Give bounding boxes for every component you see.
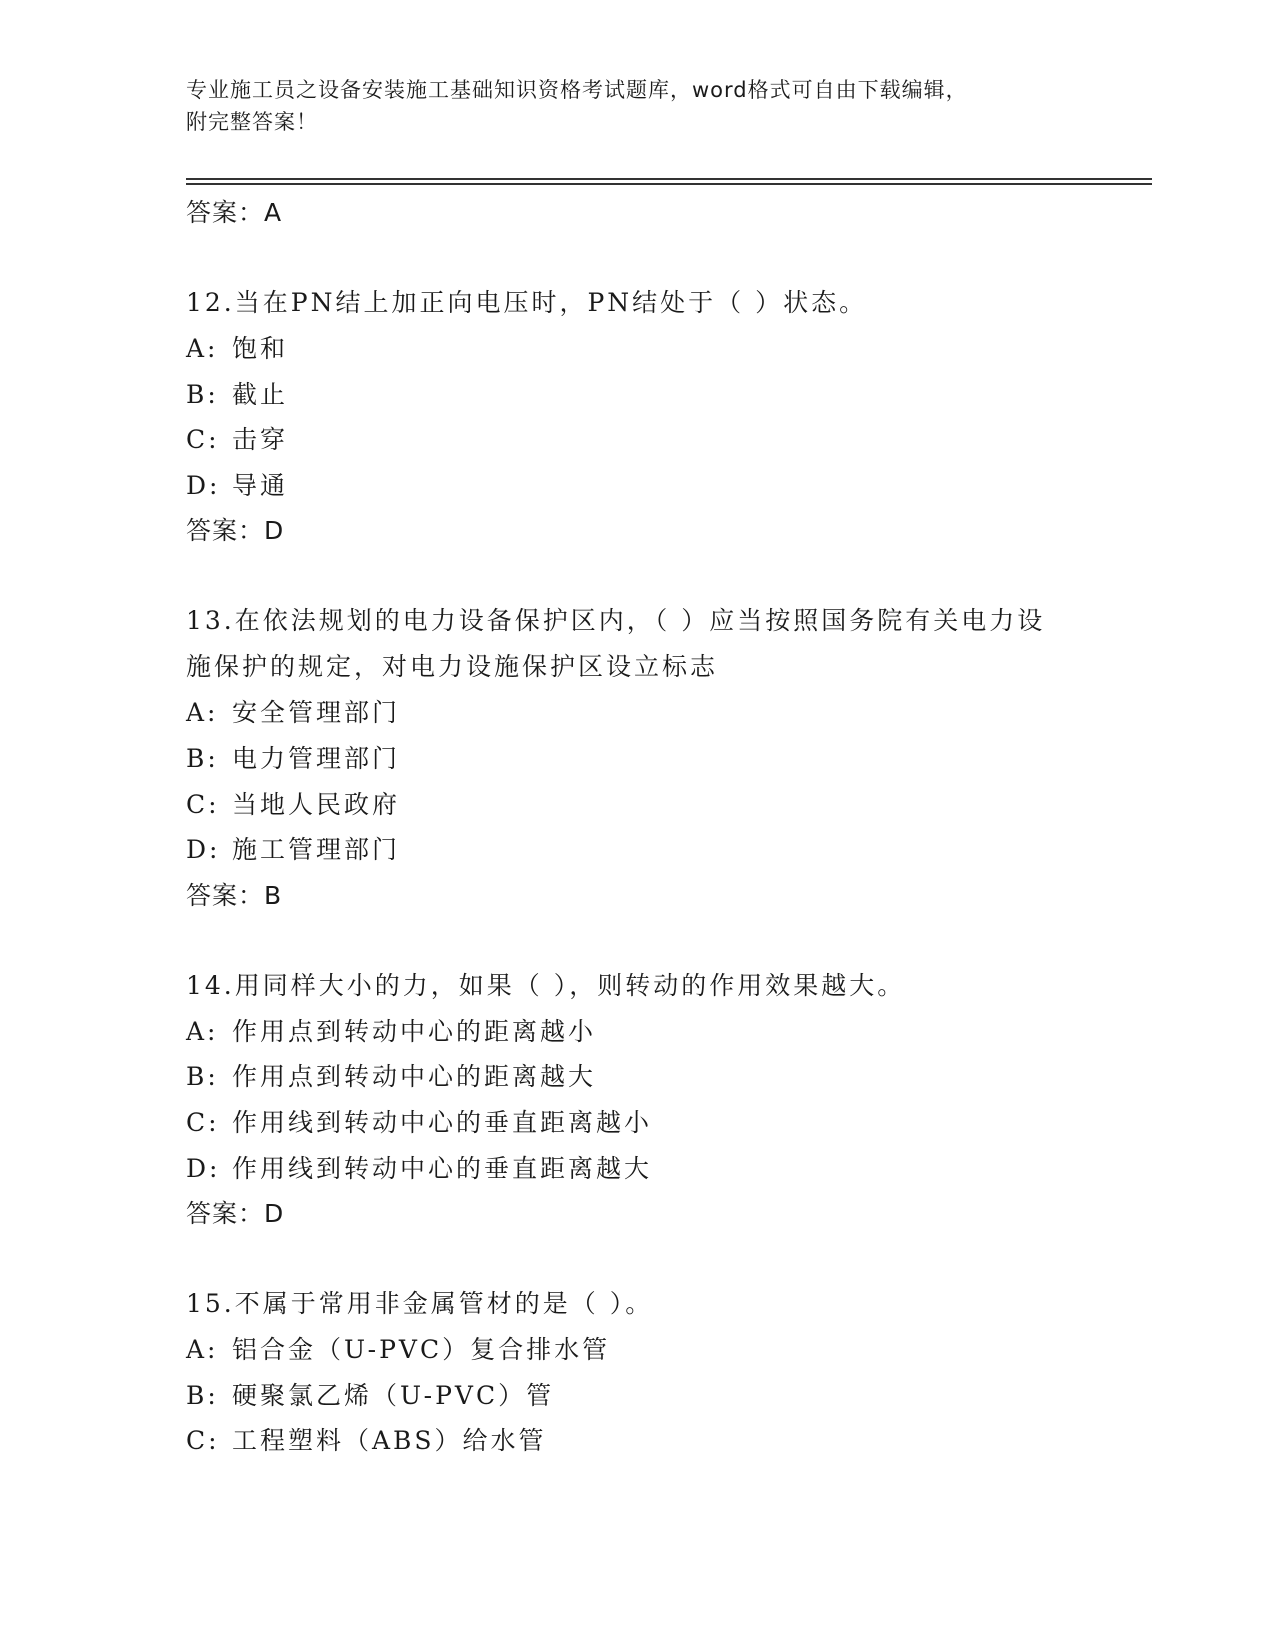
option-letter: A:	[186, 698, 219, 728]
option-letter: C:	[186, 1107, 220, 1137]
option-text: 截止	[232, 379, 289, 409]
option-d	[186, 463, 1086, 509]
option-letter: D:	[186, 1153, 221, 1183]
question-14	[186, 963, 1086, 1237]
option-a	[186, 690, 1086, 736]
option-a	[186, 1327, 1086, 1373]
question-text: 15.不属于常用非金属管材的是（ ）。	[186, 1289, 654, 1319]
option-letter: B:	[186, 1380, 219, 1410]
option-letter: B:	[186, 1062, 219, 1092]
option-c	[186, 1100, 1086, 1146]
option-letter: C:	[186, 789, 220, 819]
option-letter: A:	[186, 1335, 219, 1365]
option-letter: C:	[186, 425, 220, 455]
option-letter: B:	[186, 743, 219, 773]
header-divider-bottom	[186, 183, 1152, 185]
option-text: 硬聚氯乙烯（U-PVC）管	[232, 1380, 555, 1410]
option-c	[186, 782, 1086, 828]
option-text: 铝合金（U-PVC）复合排水管	[232, 1335, 611, 1365]
option-b	[186, 1054, 1086, 1100]
option-text: 饱和	[232, 334, 289, 363]
question-text: 14.用同样大小的力，如果（ ），则转动的作用效果越大。	[186, 970, 906, 1000]
option-text: 电力管理部门	[232, 743, 401, 773]
option-a	[186, 326, 1086, 372]
option-a	[186, 1009, 1086, 1055]
option-text: 施工管理部门	[232, 835, 401, 865]
option-text: 击穿	[232, 425, 289, 455]
option-text: 作用点到转动中心的距离越大	[232, 1062, 597, 1092]
option-b	[186, 736, 1086, 782]
question-text: 12.当在PN结上加正向电压时，PN结处于（ ）状态。	[186, 288, 868, 317]
option-b	[186, 372, 1086, 418]
header-divider-top	[186, 178, 1152, 180]
answer-line: 答案：D	[186, 1199, 285, 1229]
option-text: 作用线到转动中心的垂直距离越小	[232, 1107, 653, 1137]
option-letter: D:	[186, 470, 221, 500]
option-text: 作用点到转动中心的距离越小	[232, 1016, 597, 1046]
option-letter: B:	[186, 379, 219, 409]
question-15	[186, 1281, 1086, 1464]
option-text: 当地人民政府	[232, 789, 401, 819]
option-d	[186, 1146, 1086, 1192]
option-d	[186, 827, 1086, 873]
option-text: 作用线到转动中心的垂直距离越大	[232, 1153, 653, 1183]
question-13	[186, 598, 1086, 918]
question-list	[186, 190, 1086, 1464]
option-text: 工程塑料（ABS）给水管	[232, 1426, 547, 1456]
previous-answer: 答案：A	[186, 198, 283, 227]
answer-line: 答案：D	[186, 516, 285, 546]
option-text: 导通	[232, 470, 289, 500]
option-letter: D:	[186, 835, 221, 865]
option-letter: C:	[186, 1426, 220, 1456]
header-line-1: 专业施工员之设备安装施工基础知识资格考试题库，word格式可自由下载编辑，	[186, 78, 968, 102]
option-c	[186, 417, 1086, 463]
document-header	[186, 74, 1066, 138]
option-text: 安全管理部门	[232, 698, 401, 728]
answer-line: 答案：B	[186, 880, 283, 910]
option-letter: A:	[186, 334, 219, 363]
question-text: 13.在依法规划的电力设备保护区内，（ ）应当按照国务院有关电力设施保护的规定，对电力设施保护区设立标志	[186, 606, 1046, 682]
option-letter: A:	[186, 1016, 219, 1046]
option-b	[186, 1373, 1086, 1419]
header-line-2: 附完整答案！	[186, 110, 318, 134]
option-c	[186, 1418, 1086, 1464]
question-12	[186, 280, 1086, 554]
